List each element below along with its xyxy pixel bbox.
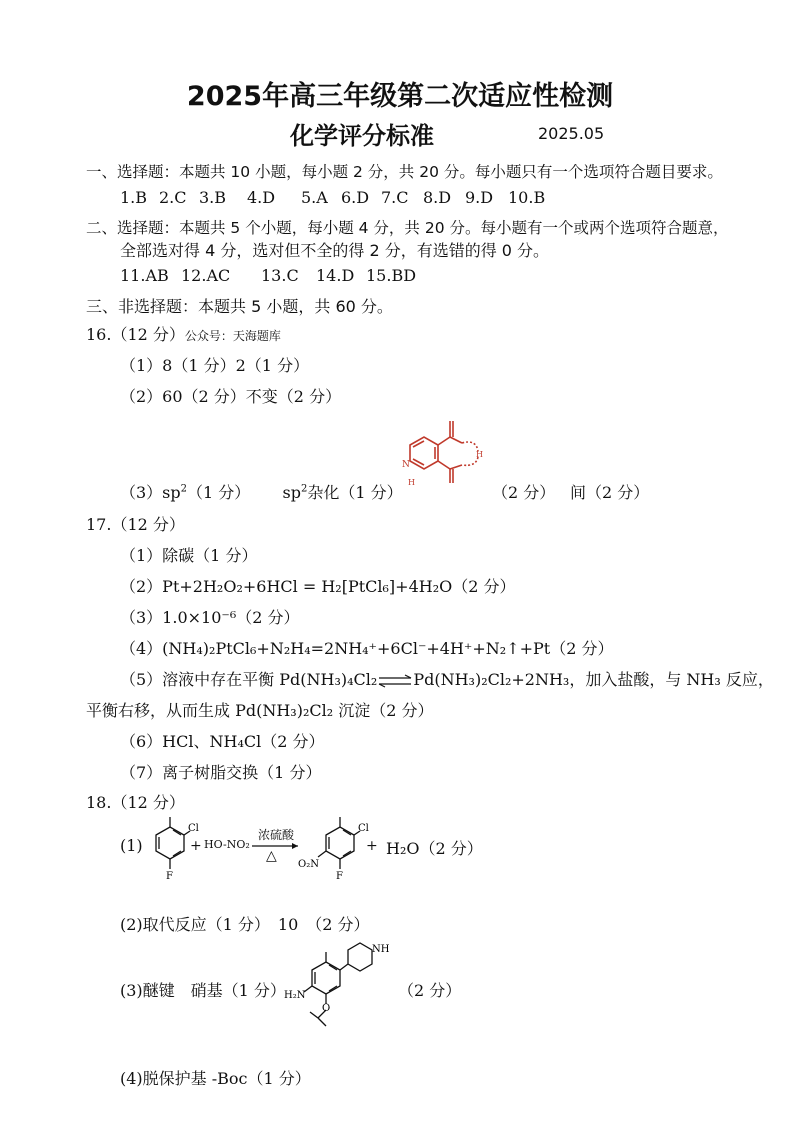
answer-15: 15.BD bbox=[366, 266, 417, 285]
product-f-label: F bbox=[336, 871, 343, 882]
q17-part5-b: Pd(NH₃)₂Cl₂+2NH₃，加入盐酸，与 NH₃ 反应， bbox=[413, 670, 774, 689]
q18-part1-prefix: (1) bbox=[120, 836, 143, 855]
nh-label: NH bbox=[372, 944, 390, 955]
section3-heading: 三、非选择题：本题共 5 小题，共 60 分。 bbox=[86, 297, 393, 316]
q16-sup1: 2 bbox=[180, 483, 188, 495]
q16-part3-tail: 间（2 分） bbox=[570, 483, 650, 502]
document-subtitle: 化学评分标准 bbox=[290, 122, 434, 150]
q17-part6: （6）HCl、NH₄Cl（2 分） bbox=[120, 732, 325, 751]
q16-part2: （2）60（2 分）不变（2 分） bbox=[120, 387, 342, 406]
q16-part3 bbox=[120, 480, 403, 503]
answer-8: 8.D bbox=[423, 188, 452, 207]
answer-9: 9.D bbox=[465, 188, 494, 207]
q16-part3-sp2: sp bbox=[282, 483, 301, 502]
q18-part3: (3)醚键 硝基（1 分） bbox=[120, 981, 286, 1000]
no2-label: O₂N bbox=[298, 859, 319, 870]
o-label: O bbox=[322, 1003, 331, 1014]
plus-sign-1: + bbox=[190, 838, 202, 854]
answer-6: 6.D bbox=[341, 188, 370, 207]
q16-structure-diagram bbox=[396, 405, 506, 495]
q16-sup2: 2 bbox=[300, 483, 308, 495]
q17-part5-line1 bbox=[120, 667, 774, 690]
section1-answers bbox=[120, 188, 545, 207]
watermark-text: 公众号：天海题库 bbox=[184, 329, 281, 343]
answer-4: 4.D bbox=[247, 188, 276, 207]
answer-5: 5.A bbox=[301, 188, 328, 207]
answer-1: 1.B bbox=[120, 188, 148, 207]
struct-n-label: N bbox=[402, 460, 410, 470]
q17-label: 17.（12 分） bbox=[86, 515, 185, 534]
q17-part7: （7）离子树脂交换（1 分） bbox=[120, 763, 322, 782]
condition-top-label: 浓硫酸 bbox=[258, 828, 295, 842]
cl-label: Cl bbox=[188, 823, 199, 834]
answer-14: 14.D bbox=[316, 266, 355, 285]
struct-h-label-2: H bbox=[476, 450, 483, 459]
q17-part4: （4）(NH₄)₂PtCl₆+N₂H₄=2NH₄⁺+6Cl⁻+4H⁺+N₂↑+Pt（2 分） bbox=[120, 639, 614, 658]
q16-label bbox=[86, 322, 281, 345]
q18-part3-score: （2 分） bbox=[398, 981, 462, 1000]
q18-part3-structure-diagram bbox=[282, 940, 392, 1030]
q16-title: 16.（12 分） bbox=[86, 325, 185, 344]
section1-heading: 一、选择题：本题共 10 小题，每小题 2 分，共 20 分。每小题只有一个选项符合题目要求。 bbox=[86, 163, 723, 181]
water-product: H₂O（2 分） bbox=[386, 839, 483, 858]
q16-part3-prefix: （3）sp bbox=[120, 483, 181, 502]
reaction-arrow-icon bbox=[252, 842, 302, 850]
answer-11: 11.AB bbox=[120, 266, 169, 285]
section2-answers bbox=[120, 266, 416, 285]
q16-part3-score1: （1 分） bbox=[187, 483, 251, 502]
answer-13: 13.C bbox=[261, 266, 299, 285]
q17-part2: （2）Pt+2H₂O₂+6HCl = H₂[PtCl₆]+4H₂O（2 分） bbox=[120, 577, 516, 596]
q17-part3: （3）1.0×10⁻⁶（2 分） bbox=[120, 608, 300, 627]
document-title: 2025年高三年级第二次适应性检测 bbox=[186, 81, 614, 112]
answer-7: 7.C bbox=[381, 188, 409, 207]
q18-part4: (4)脱保护基 -Boc（1 分） bbox=[120, 1069, 311, 1088]
equilibrium-arrow-icon bbox=[377, 674, 413, 688]
f-label: F bbox=[166, 871, 173, 882]
section2-heading-line1: 二、选择题：本题共 5 个小题，每小题 4 分，共 20 分。每小题有一个或两个选项符合题意， bbox=[86, 219, 729, 237]
q18-label: 18.（12 分） bbox=[86, 793, 185, 812]
answer-3: 3.B bbox=[199, 188, 227, 207]
h2n-label: H₂N bbox=[284, 990, 306, 1001]
q18-part2: (2)取代反应（1 分） 10 （2 分） bbox=[120, 915, 370, 934]
struct-h-label: H bbox=[408, 478, 415, 487]
q17-part5-line2: 平衡右移，从而生成 Pd(NH₃)₂Cl₂ 沉淀（2 分） bbox=[86, 701, 434, 720]
q16-part1: （1）8（1 分）2（1 分） bbox=[120, 356, 310, 375]
section2-heading-line2: 全部选对得 4 分，选对但不全的得 2 分，有选错的得 0 分。 bbox=[120, 241, 550, 260]
q16-part3-hybrid: 杂化（1 分） bbox=[307, 483, 403, 502]
document-date: 2025.05 bbox=[538, 124, 605, 143]
condition-bottom-label: △ bbox=[266, 848, 277, 864]
q17-part1: （1）除碳（1 分） bbox=[120, 546, 258, 565]
answer-10: 10.B bbox=[508, 188, 546, 207]
product-cl-label: Cl bbox=[358, 823, 369, 834]
answer-2: 2.C bbox=[159, 188, 187, 207]
product-structure-diagram bbox=[296, 815, 376, 885]
answer-12: 12.AC bbox=[181, 266, 231, 285]
q16-part3-score2: （2 分） bbox=[492, 483, 556, 502]
q17-part5-a: （5）溶液中存在平衡 Pd(NH₃)₄Cl₂ bbox=[120, 670, 378, 689]
plus-sign-2: + bbox=[366, 838, 378, 854]
reagent-label: HO-NO₂ bbox=[204, 838, 250, 851]
